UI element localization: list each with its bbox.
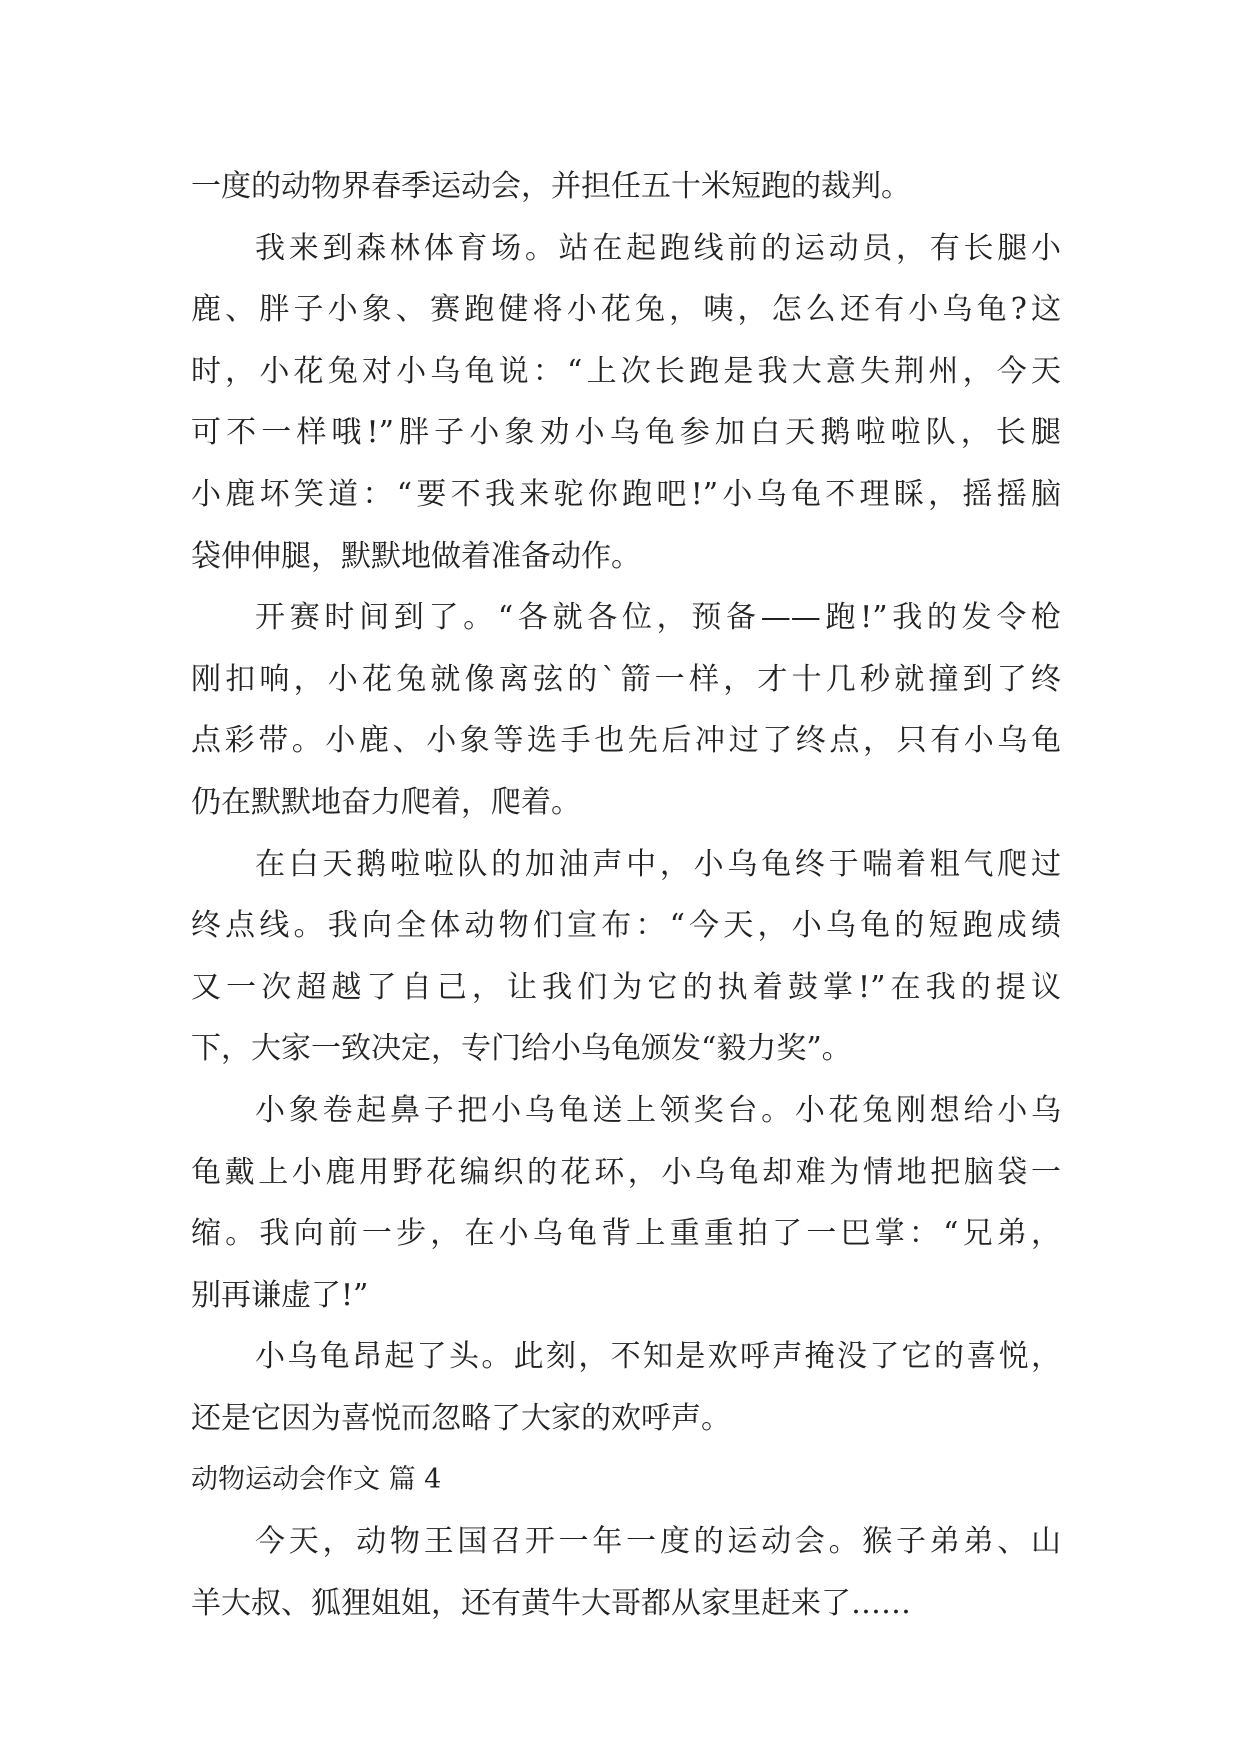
paragraph-line: 点彩带。小鹿、小象等选手也先后冲过了终点，只有小乌龟: [191, 723, 1061, 759]
paragraph-line: 还是它因为喜悦而忽略了大家的欢呼声。: [191, 1400, 731, 1436]
section-heading: 动物运动会作文 篇 4: [191, 1464, 442, 1496]
paragraph-line: 开赛时间到了。“各就各位，预备——跑!”我的发令枪: [255, 600, 1061, 636]
paragraph-line: 一度的动物界春季运动会，并担任五十米短跑的裁判。: [191, 169, 911, 204]
paragraph-line: 小鹿坏笑道：“要不我来驼你跑吧!”小乌龟不理睬，摇摇脑: [191, 476, 1061, 512]
paragraph-line: 小乌龟昂起了头。此刻，不知是欢呼声掩没了它的喜悦，: [255, 1339, 1061, 1375]
paragraph-line: 鹿、胖子小象、赛跑健将小花兔，咦，怎么还有小乌龟?这: [191, 292, 1061, 328]
paragraph-line: 又一次超越了自己，让我们为它的执着鼓掌!”在我的提议: [191, 969, 1061, 1005]
paragraph-line: 可不一样哦!”胖子小象劝小乌龟参加白天鹅啦啦队，长腿: [191, 415, 1061, 451]
paragraph-line: 刚扣响，小花兔就像离弦的`箭一样，才十几秒就撞到了终: [191, 661, 1061, 697]
paragraph-line: 龟戴上小鹿用野花编织的花环，小乌龟却难为情地把脑袋一: [191, 1154, 1061, 1190]
paragraph-line: 仍在默默地奋力爬着，爬着。: [191, 784, 581, 820]
paragraph-line: 时，小花兔对小乌龟说：“上次长跑是我大意失荆州，今天: [191, 353, 1061, 389]
paragraph-line: 别再谦虚了!”: [191, 1277, 369, 1313]
paragraph-line: 缩。我向前一步，在小乌龟背上重重拍了一巴掌：“兄弟，: [191, 1216, 1061, 1252]
document-body: [191, 156, 1061, 1634]
paragraph-line: 羊大叔、狐狸姐姐，还有黄牛大哥都从家里赶来了……: [191, 1585, 911, 1621]
paragraph-line: 在白天鹅啦啦队的加油声中，小乌龟终于喘着粗气爬过: [255, 846, 1061, 882]
paragraph-line: 小象卷起鼻子把小乌龟送上领奖台。小花兔刚想给小乌: [255, 1092, 1061, 1128]
paragraph-line: 我来到森林体育场。站在起跑线前的运动员，有长腿小: [255, 230, 1061, 266]
paragraph-line: 今天，动物王国召开一年一度的运动会。猴子弟弟、山: [255, 1524, 1061, 1560]
paragraph-line: 下，大家一致决定，专门给小乌龟颁发“毅力奖”。: [191, 1031, 852, 1067]
paragraph-line: 终点线。我向全体动物们宣布：“今天，小乌龟的短跑成绩: [191, 908, 1061, 944]
paragraph-line: 袋伸伸腿，默默地做着准备动作。: [191, 538, 641, 574]
